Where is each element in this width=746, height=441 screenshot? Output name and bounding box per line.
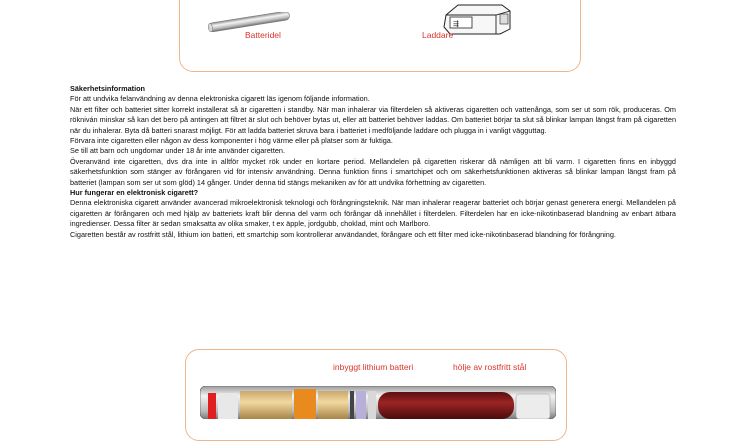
paragraph: Se till att barn och ungdomar under 18 år inte använder cigaretten. xyxy=(70,146,285,156)
steel-casing-label: hölje av rostfritt stål xyxy=(453,362,527,372)
paragraph: Förvara inte cigaretten eller någon av dess komponenter i hög värme eller på platser som är fuktiga. xyxy=(70,136,393,146)
section-heading-safety: Säkerhetsinformation xyxy=(70,84,146,93)
paragraph: Denna elektroniska cigarett använder avancerad mikroelektronisk teknologi och förångningsteknik. När man inhalerar reagerar batteriet och börjar genast generera energi. Mellandelen på cigaretten är förångaren och med hjälp av batteriets kraft blir denna del varm och förångar då innehållet i filterdelen. Filterdelen har en icke-nikotinbaserad blandning av enbart ätbara ingredienser. Dessa filter är sedan smaksatta av olika smaker, t ex äpple, jordgubb, choklad, mint och Marlboro. xyxy=(70,198,676,229)
paragraph: När ett filter och batteriet sitter korrekt installerat så är cigaretten i standby. När man inhalerar via filterdelen så aktiveras cigaretten och vattenånga, som ser ut som rök, produceras. Om rökniván minskar så kan det bero på antingen att filtret är slut och behöver bytas ut, eller att batteriet behöver laddas. Om batteriet börjar ta slut så blinkar lampan längst fram på cigaretten när du inhalerar. Byta då batteri snarast möjligt. För att ladda batteriet skruva bara i batteriet i medföljande laddare och plugga in i vanligt vägguttag. xyxy=(70,104,676,135)
usb-symbol-icon: ⇶ xyxy=(453,20,459,28)
charger-caption: Laddare xyxy=(422,30,454,40)
paragraph: För att undvika felanvändning av denna elektroniska cigarett läs igenom följande information. xyxy=(70,94,370,104)
battery-label: inbyggt lithium batteri xyxy=(333,362,414,372)
cigarette-cutaway-image xyxy=(200,386,556,419)
product-figure-frame xyxy=(179,0,581,72)
battery-part-image xyxy=(206,12,292,32)
battery-caption: Batteridel xyxy=(245,30,281,40)
paragraph: Överanvänd inte cigaretten, dvs dra inte in alltför mycket rök under en kortare period. Mellandelen på cigaretten riskerar då nämligen att bli varm. I cigaretten finns en inbyggd säkerhetsfunktion som stänger av förångaren vid för intensiv användning. Denna funktion finns i smartchipet och om säkerhetsfunktionen aktiveras så blinkar lampan längst fram på batteriet (lampan som ser ut som glöd) 14 gånger. Under denna tid stängs mekaniken av för att undvika förhettning av cigaretten. xyxy=(70,156,676,187)
paragraph: Cigaretten består av rostfritt stål, lithium ion batteri, ett smartchip som kontrollerar användandet, förångare och ett filter med icke-nikotinbaserad blandning för förångning. xyxy=(70,229,616,239)
document-body xyxy=(70,84,676,240)
section-heading-how-it-works: Hur fungerar en elektronisk cigarett? xyxy=(70,188,199,198)
